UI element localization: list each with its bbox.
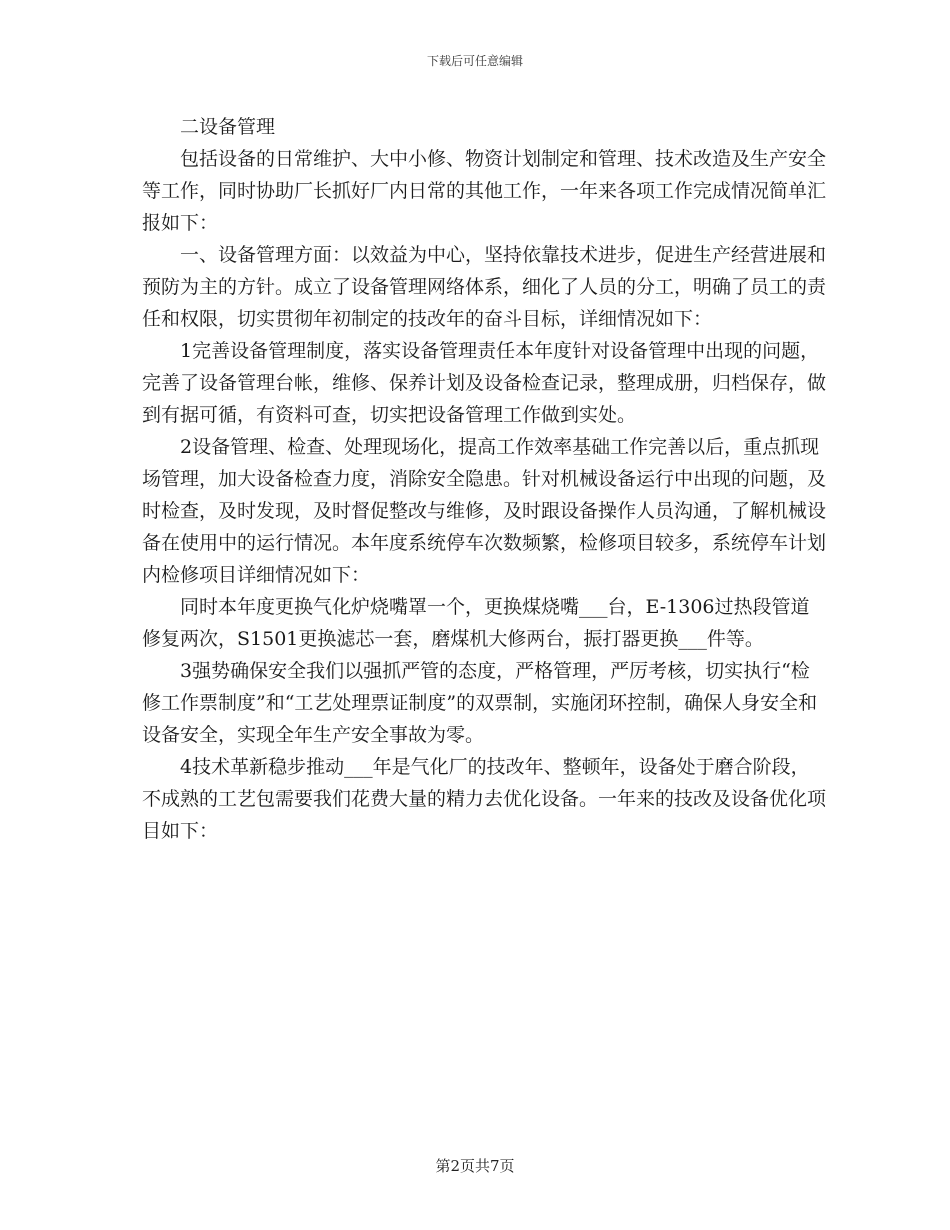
paragraph-item-3: 3强势确保安全我们以强抓严管的态度，严格管理，严厉考核，切实执行“检修工作票制度”和“工艺处理票证制度”的双票制，实施闭环控制，确保人身安全和设备安全，实现全年生产安全事故为零。: [142, 660, 818, 746]
page-number: 第2页共7页: [435, 1157, 515, 1175]
paragraph-item-2: 2设备管理、检查、处理现场化，提高工作效率基础工作完善以后，重点抓现场管理，加大设备检查力度，消除安全隐患。针对机械设备运行中出现的问题，及时检查，及时发现，及时督促整改与维修，及时跟设备操作人员沟通，了解机械设备在使用中的运行情况。本年度系统停车次数频繁，检修项目较多，系统停车计划内检修项目详细情况如下：: [142, 436, 827, 586]
paragraph-item-1: 1完善设备管理制度，落实设备管理责任本年度针对设备管理中出现的问题，完善了设备管理台帐，维修、保养计划及设备检查记录，整理成册，归档保存，做到有据可循，有资料可查，切实把设备管理工作做到实处。: [142, 340, 827, 426]
section-heading: 二设备管理: [180, 116, 276, 138]
paragraph-equipment-management: 一、设备管理方面：以效益为中心，坚持依靠技术进步，促进生产经营进展和预防为主的方针。成立了设备管理网络体系，细化了人员的分工，明确了员工的责任和权限，切实贯彻年初制定的技改年的奋斗目标，详细情况如下：: [142, 244, 827, 330]
paragraph-replacements: 同时本年度更换气化炉烧嘴罩一个，更换煤烧嘴___台，E-1306过热段管道修复两次，S1501更换滤芯一套，磨煤机大修两台，振打器更换___件等。: [142, 596, 810, 650]
document-body: [142, 111, 826, 847]
paragraph-item-4: 4技术革新稳步推动___年是气化厂的技改年、整顿年，设备处于磨合阶段，不成熟的工艺包需要我们花费大量的精力去优化设备。一年来的技改及设备优化项目如下：: [142, 756, 827, 842]
paragraph-intro: 包括设备的日常维护、大中小修、物资计划制定和管理、技术改造及生产安全等工作，同时协助厂长抓好厂内日常的其他工作，一年来各项工作完成情况简单汇报如下：: [142, 148, 827, 234]
page-header: 下载后可任意编辑: [426, 54, 523, 68]
